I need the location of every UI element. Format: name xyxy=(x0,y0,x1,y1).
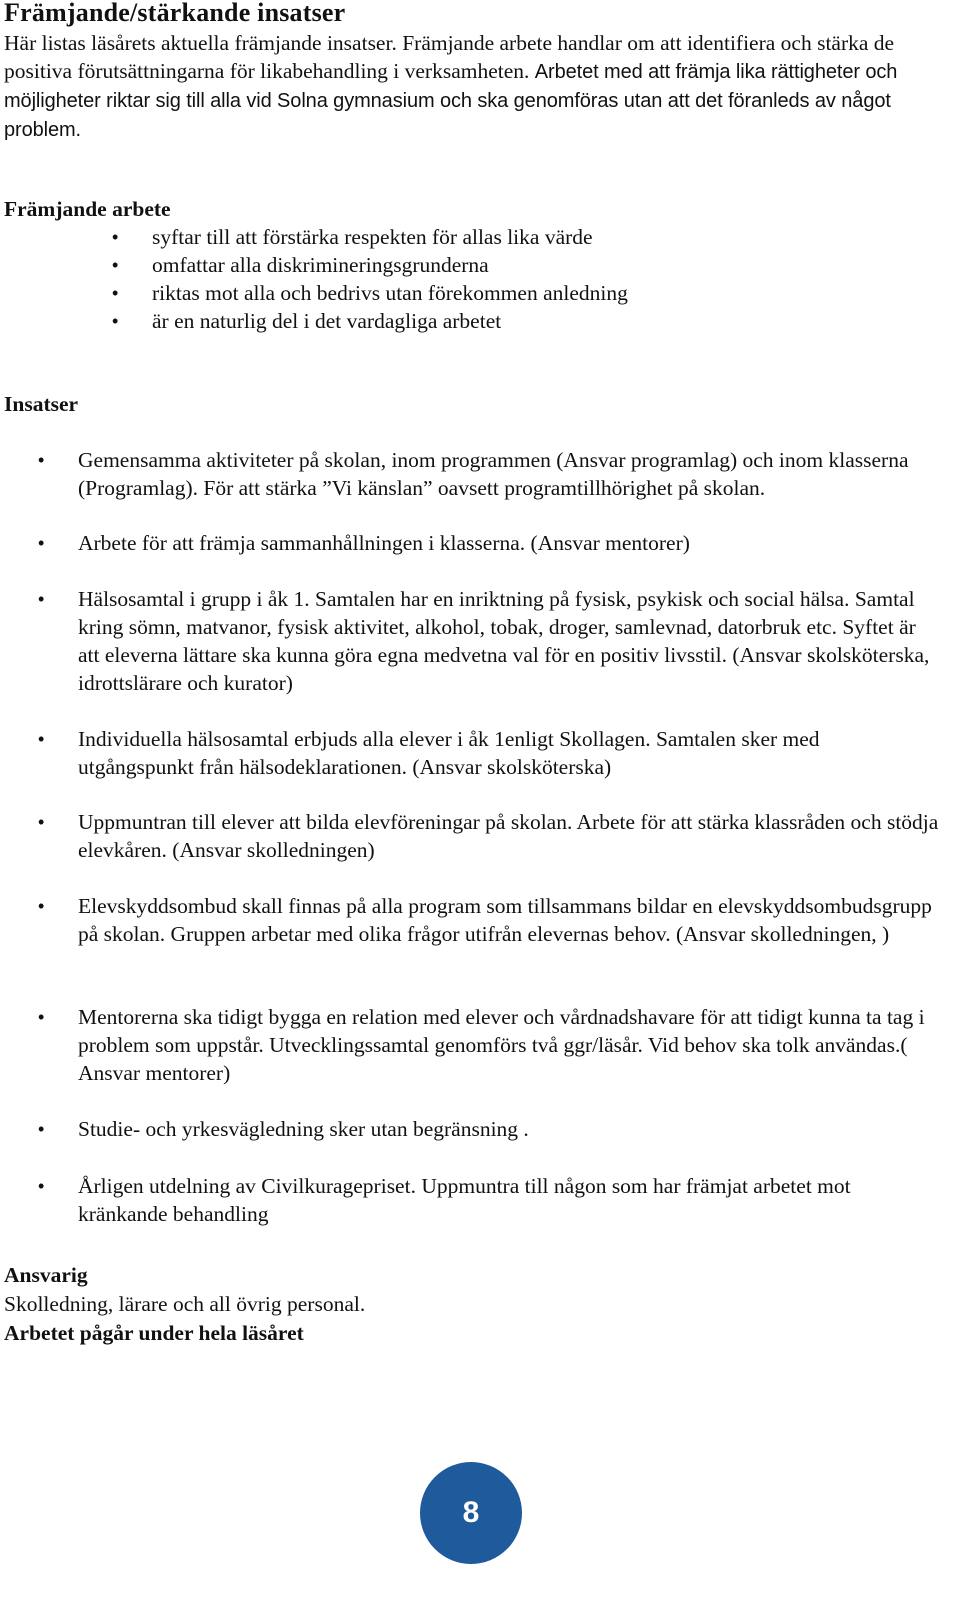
list-item xyxy=(0,251,628,279)
ansvarig-heading: Ansvarig xyxy=(4,1263,88,1287)
page-title: Främjande/stärkande insatser xyxy=(4,0,346,27)
bullet-icon: • xyxy=(38,1119,45,1139)
page-number-badge xyxy=(420,1462,522,1564)
page-number: 8 xyxy=(462,1496,480,1529)
bullet-icon: • xyxy=(38,812,45,832)
insats-item xyxy=(0,585,960,697)
bullet-icon: • xyxy=(38,896,45,916)
insats-text: Arbete för att främja sammanhållningen i klasserna. (Ansvar mentorer) xyxy=(78,531,690,555)
list-item-text: riktas mot alla och bedrivs utan förekommen anledning xyxy=(152,281,628,305)
insats-text: Uppmuntran till elever att bilda elevföreningar på skolan. Arbete för att stärka klassråden och stödja elevkåren. (Ansvar skolledningen) xyxy=(78,810,939,862)
footer-note: Arbetet pågår under hela läsåret xyxy=(4,1321,304,1345)
intro-serif-text: Här listas läsårets aktuella främjande insatser. Främjande arbete handlar om att identifiera och stärka de positiva förutsättningarna för likabehandling i verksamheten. xyxy=(4,31,895,83)
bullet-icon: • xyxy=(112,311,119,331)
insatser-heading: Insatser xyxy=(4,392,79,416)
ansvarig-text: Skolledning, lärare och all övrig personal. xyxy=(4,1292,366,1316)
insats-item xyxy=(0,1115,960,1143)
insats-item xyxy=(0,1172,960,1228)
insats-text: Gemensamma aktiviteter på skolan, inom programmen (Ansvar programlag) och inom klasserna (Programlag). För att stärka ”Vi känslan” oavsett programtillhörighet på skolan. xyxy=(78,448,909,500)
list-item xyxy=(0,279,628,307)
insats-item xyxy=(0,725,960,781)
bullet-icon: • xyxy=(38,533,45,553)
framjande-heading: Främjande arbete xyxy=(4,197,171,221)
intro-sans-text: Arbetet med att främja lika rättigheter och möjligheter riktar sig till alla vid Solna gymnasium och ska genomföras utan att det föranleds av något problem. xyxy=(4,61,898,141)
insats-text: Studie- och yrkesvägledning sker utan begränsning . xyxy=(78,1117,529,1141)
list-item xyxy=(0,223,628,251)
insats-text: Hälsosamtal i grupp i åk 1. Samtalen har en inriktning på fysisk, psykisk och social hälsa. Samtal kring sömn, matvanor, fysisk aktivitet, alkohol, tobak, droger, samlevnad, datorbruk etc. Syftet är att eleverna lättare ska kunna göra egna medvetna val för en positiv livsstil. (Ansvar skolsköterska, idrottslärare och kurator) xyxy=(78,587,930,695)
bullet-icon: • xyxy=(112,283,119,303)
bullet-icon: • xyxy=(112,255,119,275)
insats-item xyxy=(0,892,960,948)
insats-text: Individuella hälsosamtal erbjuds alla elever i åk 1enligt Skollagen. Samtalen sker med utgångspunkt från hälsodeklarationen. (Ansvar skolsköterska) xyxy=(78,727,820,779)
insats-item xyxy=(0,808,960,864)
bullet-icon: • xyxy=(38,589,45,609)
list-item-text: omfattar alla diskrimineringsgrunderna xyxy=(152,253,489,277)
insats-text: Årligen utdelning av Civilkuragepriset. Uppmuntra till någon som har främjat arbetet mot kränkande behandling xyxy=(78,1174,851,1226)
insats-text: Elevskyddsombud skall finnas på alla program som tillsammans bildar en elevskyddsombudsgrupp på skolan. Gruppen arbetar med olika frågor utifrån elevernas behov. (Ansvar skolledningen, ) xyxy=(78,894,932,946)
bullet-icon: • xyxy=(38,1007,45,1027)
insats-item xyxy=(0,446,960,502)
list-item-text: är en naturlig del i det vardagliga arbetet xyxy=(152,309,502,333)
insats-item xyxy=(0,529,960,557)
intro-paragraph xyxy=(4,29,934,144)
bullet-icon: • xyxy=(38,1176,45,1196)
bullet-icon: • xyxy=(112,227,119,247)
list-item xyxy=(0,307,628,335)
list-item-text: syftar till att förstärka respekten för allas lika värde xyxy=(152,225,593,249)
bullet-icon: • xyxy=(38,450,45,470)
insats-text: Mentorerna ska tidigt bygga en relation med elever och vårdnadshavare för att tidigt kunna ta tag i problem som uppstår. Utvecklingssamtal genomförs två ggr/läsår. Vid behov ska tolk användas.( Ansvar mentorer) xyxy=(78,1005,925,1085)
insats-item xyxy=(0,1003,960,1087)
framjande-list xyxy=(0,223,628,335)
bullet-icon: • xyxy=(38,729,45,749)
